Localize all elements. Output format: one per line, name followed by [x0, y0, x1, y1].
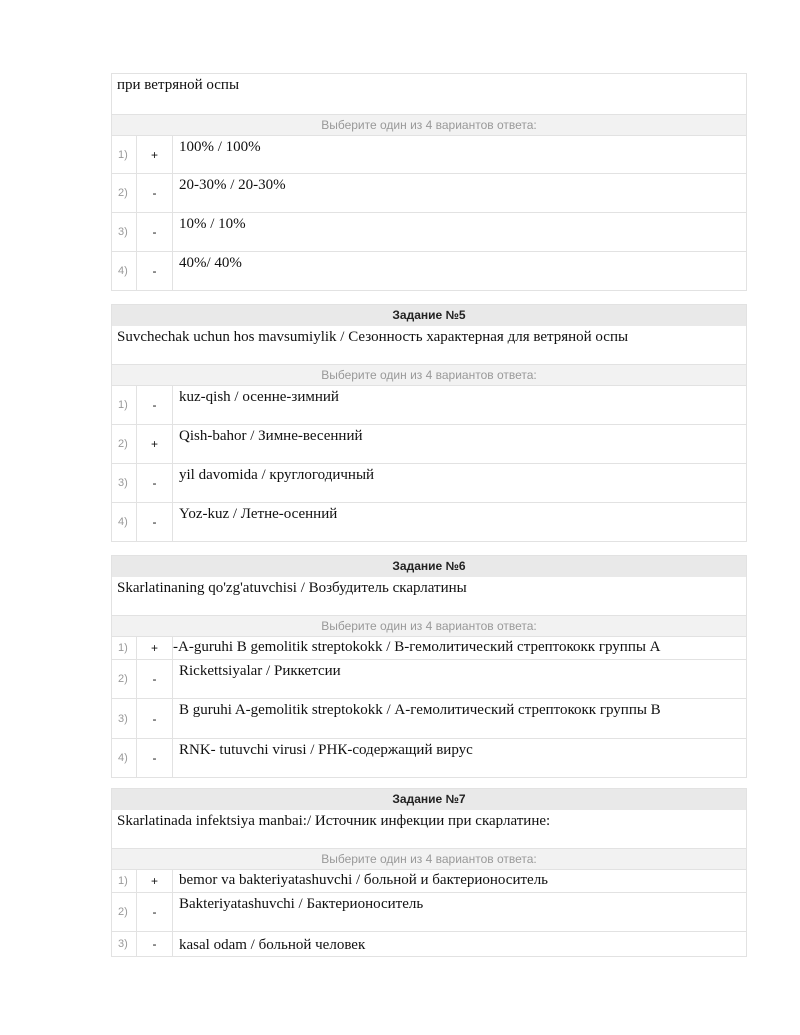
answer-option[interactable]: [112, 870, 746, 893]
task-block-4: [111, 73, 747, 291]
answer-option[interactable]: [112, 893, 746, 932]
answer-option[interactable]: [112, 425, 746, 464]
answer-mark: -: [137, 699, 173, 738]
answer-mark: -: [137, 893, 173, 931]
answer-number: 2): [112, 893, 137, 931]
task-header: Задание №5: [112, 305, 746, 326]
answer-option[interactable]: [112, 739, 746, 777]
answer-mark: -: [137, 932, 173, 956]
answer-text: -A-guruhi B gemolitik streptokokk / В-гемолитический стрептококк группы А: [173, 639, 661, 655]
answer-mark: +: [137, 136, 173, 173]
question-text: Suvchechak uchun hos mavsumiylik / Сезонность характерная для ветряной оспы: [112, 326, 746, 365]
task-block-6: [111, 555, 747, 778]
task-block-7: [111, 788, 747, 957]
answer-option[interactable]: [112, 252, 746, 290]
task-block-5: [111, 304, 747, 542]
answer-text: Qish-bahor / Зимне-весенний: [179, 428, 363, 444]
answer-option[interactable]: [112, 637, 746, 660]
answer-instruction: Выберите один из 4 вариантов ответа:: [112, 365, 746, 386]
answer-option[interactable]: [112, 503, 746, 541]
answer-number: 3): [112, 464, 137, 502]
answer-number: 1): [112, 870, 137, 892]
answer-number: 1): [112, 136, 137, 173]
answer-number: 4): [112, 739, 137, 777]
answer-text: yil davomida / круглогодичный: [179, 467, 375, 483]
question-text: Skarlatinaning qo'zg'atuvchisi / Возбудитель скарлатины: [112, 577, 746, 616]
answer-text: RNK- tutuvchi virusi / РНК-содержащий вирус: [179, 742, 473, 758]
answer-option[interactable]: [112, 213, 746, 252]
answer-mark: +: [137, 870, 173, 892]
question-text: Skarlatinada infektsiya manbai:/ Источник инфекции при скарлатине:: [112, 810, 746, 849]
answer-number: 2): [112, 174, 137, 212]
answer-option[interactable]: [112, 136, 746, 174]
answer-text: kasal odam / больной человек: [179, 937, 366, 953]
task-header: Задание №7: [112, 789, 746, 810]
answer-number: 4): [112, 503, 137, 541]
answer-text: Yoz-kuz / Летне-осенний: [179, 506, 338, 522]
answer-instruction: Выберите один из 4 вариантов ответа:: [112, 616, 746, 637]
answer-instruction: Выберите один из 4 вариантов ответа:: [112, 115, 746, 136]
answer-mark: -: [137, 174, 173, 212]
answer-option[interactable]: [112, 660, 746, 699]
answer-instruction: Выберите один из 4 вариантов ответа:: [112, 849, 746, 870]
answer-option[interactable]: [112, 174, 746, 213]
answer-number: 1): [112, 637, 137, 659]
answer-number: 2): [112, 660, 137, 698]
answer-text: 100% / 100%: [179, 139, 261, 155]
answer-text: Rickettsiyalar / Риккетсии: [179, 663, 341, 679]
answer-number: 3): [112, 699, 137, 738]
answer-number: 1): [112, 386, 137, 424]
task-header: Задание №6: [112, 556, 746, 577]
question-text: при ветряной оспы: [112, 74, 746, 115]
answer-mark: -: [137, 660, 173, 698]
answer-number: 4): [112, 252, 137, 290]
answer-option[interactable]: [112, 386, 746, 425]
answer-mark: -: [137, 464, 173, 502]
answer-text: 10% / 10%: [179, 216, 246, 232]
answer-mark: -: [137, 252, 173, 290]
answer-mark: -: [137, 739, 173, 777]
answer-mark: -: [137, 386, 173, 424]
answer-number: 2): [112, 425, 137, 463]
answer-text: 40%/ 40%: [179, 255, 242, 271]
answer-number: 3): [112, 932, 137, 956]
answer-number: 3): [112, 213, 137, 251]
answer-option[interactable]: [112, 932, 746, 956]
answer-text: Bakteriyatashuvchi / Бактерионоситель: [179, 896, 424, 912]
answer-option[interactable]: [112, 464, 746, 503]
answer-mark: +: [137, 425, 173, 463]
answer-mark: +: [137, 637, 173, 659]
answer-text: kuz-qish / осенне-зимний: [179, 389, 339, 405]
answer-text: B guruhi A-gemolitik streptokokk / А-гемолитический стрептококк группы В: [179, 702, 661, 718]
answer-mark: -: [137, 213, 173, 251]
answer-text: 20-30% / 20-30%: [179, 177, 286, 193]
answer-text: bemor va bakteriyatashuvchi / больной и бактерионоситель: [179, 872, 549, 888]
answer-mark: -: [137, 503, 173, 541]
answer-option[interactable]: [112, 699, 746, 739]
